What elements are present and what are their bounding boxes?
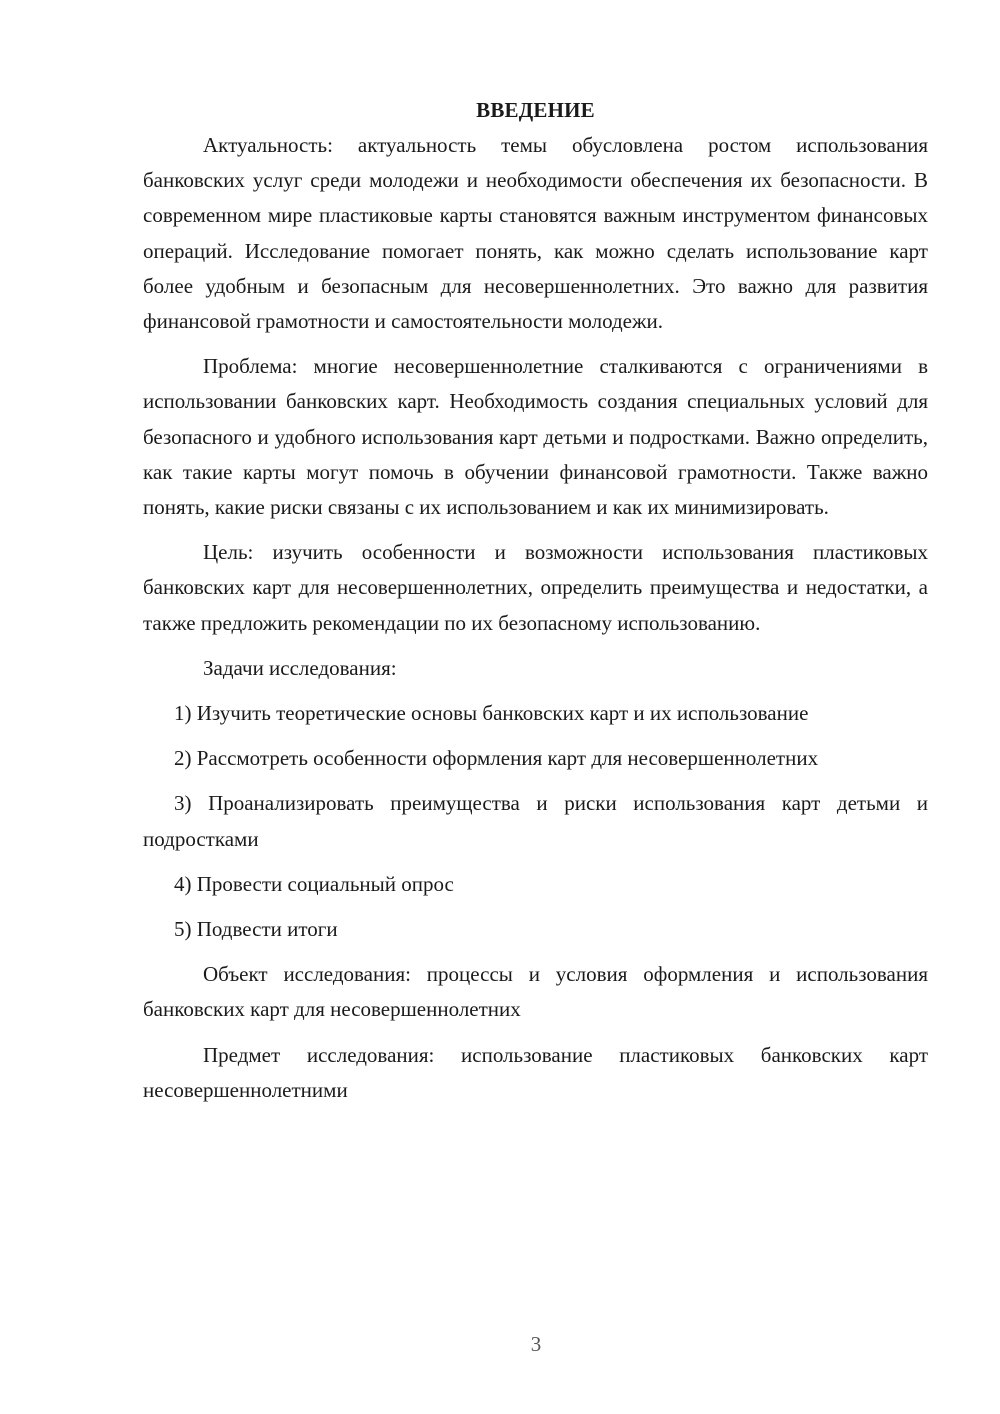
task-item-1: 1) Изучить теоретические основы банковских карт и их использование xyxy=(174,701,809,726)
task-item-3: 3) Проанализировать преимущества и риски использования карт детьми и подростками xyxy=(143,791,928,851)
document-page xyxy=(143,93,928,1118)
page-number: 3 xyxy=(530,1332,542,1356)
paragraph-problem: Проблема: многие несовершеннолетние сталкиваются с ограничениями в использовании банковских карт. Необходимость создания специальных условий для безопасного и удобного использования карт детьми и подростками. Важно определить, как такие карты могут помочь в обучении финансовой грамотности. Также важно понять, какие риски связаны с их использованием и как их минимизировать. xyxy=(143,354,928,520)
page-title: ВВЕДЕНИЕ xyxy=(476,98,595,122)
paragraph-goal: Цель: изучить особенности и возможности использования пластиковых банковских карт для несовершеннолетних, определить преимущества и недостатки, а также предложить рекомендации по их безопасному использованию. xyxy=(143,540,928,635)
task-item-2: 2) Рассмотреть особенности оформления карт для несовершеннолетних xyxy=(174,746,819,771)
task-item-5: 5) Подвести итоги xyxy=(174,917,338,942)
task-item-4: 4) Провести социальный опрос xyxy=(174,871,454,896)
tasks-heading: Задачи исследования: xyxy=(203,655,397,680)
paragraph-relevance: Актуальность: актуальность темы обусловлена ростом использования банковских услуг среди молодежи и необходимости обеспечения их безопасности. В современном мире пластиковые карты становятся важным инструментом финансовых операций. Исследование помогает понять, как можно сделать использование карт более удобным и безопасным для несовершеннолетних. Это важно для развития финансовой грамотности и самостоятельности молодежи. xyxy=(143,133,928,334)
paragraph-object: Объект исследования: процессы и условия оформления и использования банковских карт для несовершеннолетних xyxy=(143,962,928,1022)
paragraph-subject: Предмет исследования: использование пластиковых банковских карт несовершеннолетними xyxy=(143,1042,928,1102)
